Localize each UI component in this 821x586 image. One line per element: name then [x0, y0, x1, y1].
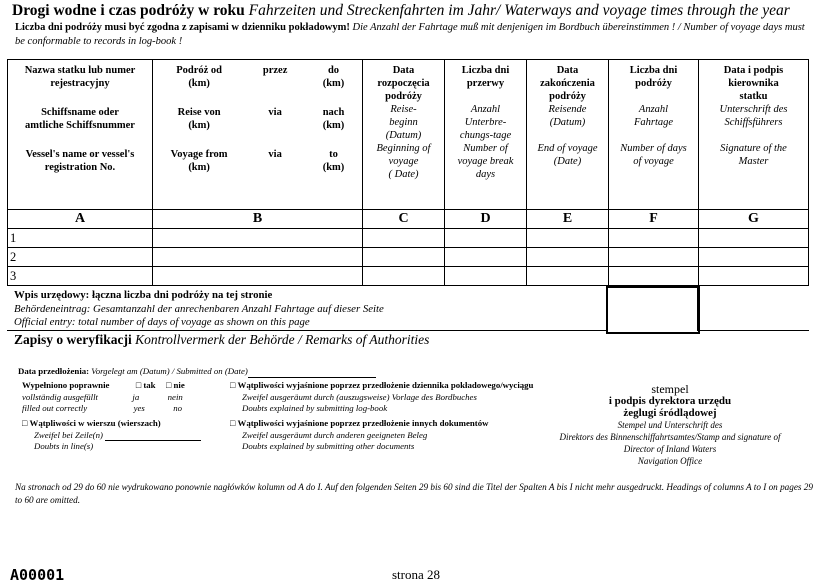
cell-g[interactable]: [699, 267, 809, 286]
cell-e[interactable]: [527, 248, 609, 267]
stamp-l2: i podpis dyrektora urzędu: [608, 395, 732, 407]
doubts-row-en: Doubts in line(s): [34, 441, 94, 451]
row-number: 1: [8, 229, 153, 248]
cell-e[interactable]: [527, 229, 609, 248]
nie-label: nie: [173, 380, 185, 390]
col-e-pl-1: Data: [556, 65, 579, 76]
submitted-label-bold: Data przedłożenia:: [18, 366, 90, 376]
col-e-de-1: Reisende: [548, 104, 587, 115]
logbook-de: Zweifel ausgeräumt durch (auszugsweise) Vorlage des Bordbuches: [242, 391, 477, 402]
header-col-a: [8, 60, 153, 210]
checkbox-icon[interactable]: □: [230, 380, 236, 390]
cell-f[interactable]: [609, 229, 699, 248]
no-label: no: [173, 403, 182, 413]
title-italic: Fahrzeiten und Streckenfahrten im Jahr/ Waterways and voyage times through the year: [244, 2, 790, 19]
row-number: 2: [8, 248, 153, 267]
header-col-d: [445, 60, 527, 210]
filled-correctly-block: [22, 380, 185, 415]
stamp-l6: Director of Inland Waters: [623, 444, 717, 454]
col-f-pl-1: Liczba dni: [629, 65, 678, 76]
letter-b: B: [153, 210, 363, 229]
col-c-en-3: ( Date): [388, 169, 419, 180]
col-b-via-en: via: [268, 149, 282, 160]
remarks-bold: Zapisy o weryfikacji: [14, 332, 132, 347]
title-bold: Drogi wodne i czas podróży w roku: [12, 2, 245, 19]
remarks-italic: Kontrollvermerk der Behörde / Remarks of Authorities: [131, 332, 430, 347]
col-g-en-1: Signature of the: [720, 143, 787, 154]
footnote: Na stronach od 29 do 60 nie wydrukowano ponownie nagłówków kolumn od A do I. Auf den folgenden Seiten 29 bis 60 sind die Titel der Spalten A bis I nicht mehr ausgedruckt. Headings of columns A to I on pages 29 to 60 are omitted.: [15, 482, 813, 505]
col-b-from-km-en: (km): [188, 162, 210, 173]
cell-b[interactable]: [153, 229, 363, 248]
total-days-box[interactable]: [606, 286, 700, 334]
submitted-date-field: [18, 366, 376, 378]
col-b-to-km-de: (km): [322, 120, 345, 131]
table-row: [8, 267, 809, 286]
cell-f[interactable]: [609, 267, 699, 286]
cell-c[interactable]: [363, 267, 445, 286]
total-signature-box[interactable]: [697, 286, 809, 331]
row-number: 3: [8, 267, 153, 286]
col-d-pl-2: przerwy: [466, 78, 505, 89]
col-b-to-de: nach: [322, 107, 345, 118]
col-g-pl-3: statku: [739, 91, 768, 102]
col-a-pl-1: Nazwa statku lub numer: [24, 65, 136, 76]
header-col-c: [363, 60, 445, 210]
yes-label: yes: [133, 403, 145, 413]
col-f-en-2: of voyage: [633, 156, 674, 167]
official-entry-text: [14, 289, 604, 330]
checkbox-icon[interactable]: □: [230, 418, 236, 428]
table-row: [8, 229, 809, 248]
nein-label: nein: [167, 391, 183, 402]
stamp-l3: żeglugi śródlądowej: [623, 407, 717, 419]
col-b-to-pl: do: [327, 65, 340, 76]
remarks-heading: [14, 332, 429, 348]
col-c-de-1: Reise-: [390, 104, 417, 115]
col-b-to-km-en: (km): [322, 162, 345, 173]
cell-g[interactable]: [699, 229, 809, 248]
cell-c[interactable]: [363, 248, 445, 267]
col-b-from-km-pl: (km): [188, 78, 210, 89]
other-docs-block: [230, 418, 489, 453]
col-g-en-2: Master: [738, 156, 769, 167]
col-f-en-1: Number of days: [620, 143, 687, 154]
filled-pl: Wypełniono poprawnie: [22, 380, 110, 390]
col-f-pl-2: podróży: [635, 78, 672, 89]
col-a-de-1: Schiffsname oder: [41, 107, 119, 118]
col-e-de-2: (Datum): [549, 117, 586, 128]
col-c-en-1: Beginning of: [376, 143, 431, 154]
col-c-pl-2: rozpoczęcia: [377, 78, 430, 89]
col-g-de-2: Schiffsführers: [724, 117, 783, 128]
stamp-l5: Direktors des Binnenschiffahrtsamtes/Stamp and signature of: [559, 432, 781, 442]
voyage-table: [7, 59, 809, 286]
instruction-note: [15, 21, 815, 48]
summary-underline: [7, 330, 607, 331]
col-a-en-2: registration No.: [44, 162, 116, 173]
letter-e: E: [527, 210, 609, 229]
col-c-en-2: voyage: [388, 156, 419, 167]
filled-en: filled out correctly: [22, 403, 88, 413]
logbook-en: Doubts explained by submitting log-book: [242, 403, 388, 413]
doubts-row-de: Zweifel bei Zeile(n): [34, 429, 103, 440]
col-d-de-1: Anzahl: [470, 104, 501, 115]
cell-f[interactable]: [609, 248, 699, 267]
stamp-l7: Navigation Office: [637, 456, 703, 466]
letter-a: A: [8, 210, 153, 229]
filled-de: vollständig ausgefüllt: [22, 391, 98, 402]
tak-label: tak: [143, 380, 156, 390]
col-g-pl-1: Data i podpis: [723, 65, 784, 76]
note-italic: Die Anzahl der Fahrtage muß mit denjenigen im Bordbuch übereinstimmen ! / Number of voyage days must be conformable to records in log-book !: [15, 22, 805, 47]
col-d-en-2: voyage break: [457, 156, 514, 167]
letter-d: D: [445, 210, 527, 229]
col-e-pl-2: zakończenia: [540, 78, 595, 89]
cell-d[interactable]: [445, 248, 527, 267]
col-d-en-3: days: [475, 169, 496, 180]
official-entry-en: Official entry: total number of days of voyage as shown on this page: [14, 316, 310, 328]
cell-d[interactable]: [445, 267, 527, 286]
col-c-de-3: (Datum): [385, 130, 422, 141]
checkbox-icon[interactable]: □: [166, 380, 172, 390]
letter-g: G: [699, 210, 809, 229]
checkbox-icon[interactable]: □: [22, 418, 28, 428]
table-row: [8, 248, 809, 267]
header-col-g: [699, 60, 809, 210]
col-d-pl-1: Liczba dni: [461, 65, 510, 76]
col-g-pl-2: kierownika: [728, 78, 779, 89]
submitted-date-line[interactable]: [248, 368, 376, 378]
header-col-e: [527, 60, 609, 210]
stamp-l4: Stempel und Unterschrift des: [617, 420, 723, 430]
col-e-en-1: End of voyage: [537, 143, 598, 154]
doubts-row-pl: Wątpliwości w wierszu (wierszach): [29, 418, 161, 428]
page-number: strona 28: [392, 567, 441, 582]
cell-d[interactable]: [445, 229, 527, 248]
stamp-signature-area: [530, 383, 810, 467]
letter-f: F: [609, 210, 699, 229]
col-c-pl-3: podróży: [385, 91, 422, 102]
col-g-de-1: Unterschrift des: [719, 104, 788, 115]
col-a-de-2: amtliche Schiffsnummer: [25, 120, 135, 131]
letter-c: C: [363, 210, 445, 229]
logbook-block: [230, 380, 533, 415]
col-e-en-2: (Date): [553, 156, 582, 167]
checkbox-icon[interactable]: □: [135, 380, 142, 390]
col-b-to-en: to: [329, 149, 338, 160]
cell-b[interactable]: [153, 267, 363, 286]
col-b-from-pl: Podróż od: [176, 65, 222, 76]
other-docs-de: Zweifel ausgeräumt durch anderen geeigneten Beleg: [242, 429, 428, 440]
col-d-en-1: Number of: [463, 143, 508, 154]
cell-c[interactable]: [363, 229, 445, 248]
col-f-de-2: Fahrtage: [633, 117, 674, 128]
header-col-f: [609, 60, 699, 210]
col-b-from-en: Voyage from: [170, 149, 228, 160]
col-e-pl-3: podróży: [549, 91, 586, 102]
doubts-line-input[interactable]: [105, 431, 201, 441]
cell-g[interactable]: [699, 248, 809, 267]
document-code: A00001: [10, 566, 65, 584]
other-docs-en: Doubts explained by submitting other documents: [242, 441, 415, 451]
submitted-label-italic: Vorgelegt am (Datum) / Submitted on (Date): [89, 366, 248, 376]
col-b-via-pl: przez: [262, 65, 288, 76]
other-docs-pl: Wątpliwości wyjaśnione poprzez przedłożenie innych dokumentów: [237, 418, 489, 428]
header-row: [8, 60, 809, 210]
col-c-pl-1: Data: [392, 65, 415, 76]
doubts-line-block: [22, 418, 201, 453]
col-a-en-1: Vessel's name or vessel's: [25, 149, 135, 160]
official-entry-de: Behördeneintrag: Gesamtanzahl der anrechenbaren Anzahl Fahrtage auf dieser Seite: [14, 302, 384, 315]
col-f-de-1: Anzahl: [638, 104, 669, 115]
col-c-de-2: beginn: [389, 117, 418, 128]
column-letters-row: [8, 210, 809, 229]
col-b-from-de: Reise von: [177, 107, 221, 118]
col-b-from-km-de: (km): [188, 120, 210, 131]
note-bold: Liczba dni podróży musi być zgodna z zapisami w dzienniku pokładowym!: [15, 22, 350, 33]
header-col-b: [153, 60, 363, 210]
col-b-to-km-pl: (km): [322, 78, 345, 89]
logbook-pl: Wątpliwości wyjaśnione poprzez przedłożenie dziennika pokładowego/wyciągu: [237, 380, 534, 390]
official-entry-pl: Wpis urzędowy: łączna liczba dni podróży na tej stronie: [14, 289, 273, 301]
page-title: [12, 2, 790, 20]
col-d-de-2: Unterbre-: [464, 117, 507, 128]
cell-b[interactable]: [153, 248, 363, 267]
col-a-pl-2: rejestracyjny: [50, 78, 110, 89]
voyage-table-wrapper: [7, 59, 808, 286]
cell-e[interactable]: [527, 267, 609, 286]
ja-label: ja: [132, 391, 140, 402]
stamp-l1: stempel: [651, 382, 689, 396]
col-d-de-3: chungs-tage: [459, 130, 512, 141]
col-b-via-de: via: [268, 107, 282, 118]
